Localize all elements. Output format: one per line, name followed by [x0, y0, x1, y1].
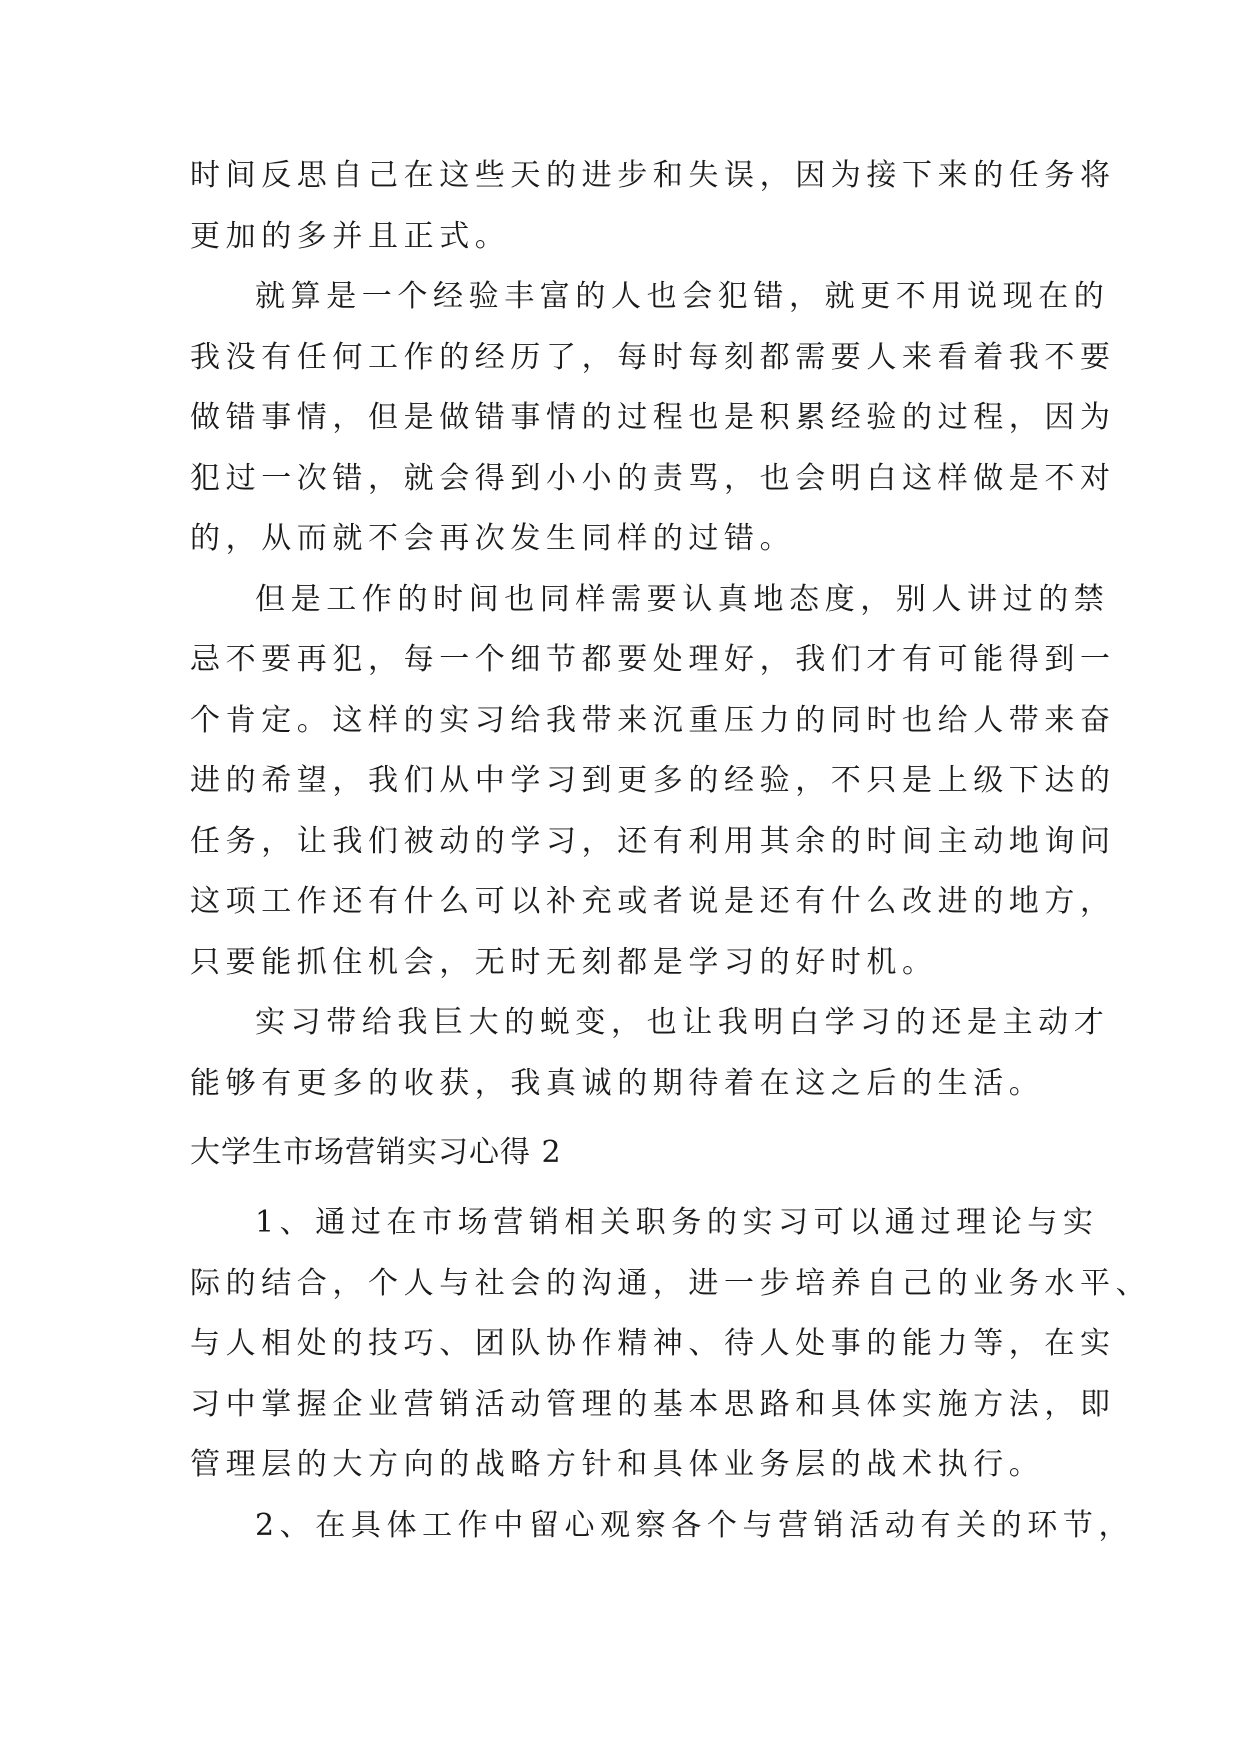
section-heading: 大学生市场营销实习心得 2 — [190, 1135, 562, 1170]
text-line: 忌不要再犯，每一个细节都要处理好，我们才有可能得到一 — [190, 642, 1116, 677]
text-line: 更加的多并且正式。 — [190, 218, 511, 254]
text-line: 进的希望，我们从中学习到更多的经验，不只是上级下达的 — [190, 763, 1116, 798]
text-line: 管理层的大方向的战略方针和具体业务层的战术执行。 — [190, 1447, 1045, 1482]
text-line: 时间反思自己在这些天的进步和失误，因为接下来的任务将 — [190, 158, 1116, 193]
text-line: 任务，让我们被动的学习，还有利用其余的时间主动地询问 — [190, 823, 1116, 859]
text-line: 个肯定。这样的实习给我带来沉重压力的同时也给人带来奋 — [190, 702, 1116, 738]
paragraph-first-line: 实习带给我巨大的蜕变，也让我明白学习的还是主动才 — [255, 1005, 1110, 1040]
paragraph-first-line: 1、通过在市场营销相关职务的实习可以通过理论与实 — [255, 1205, 1099, 1240]
text-line: 与人相处的技巧、团队协作精神、待人处事的能力等，在实 — [190, 1326, 1116, 1361]
text-line: 这项工作还有什么可以补充或者说是还有什么改进的地方， — [190, 884, 1116, 919]
paragraph-first-line: 但是工作的时间也同样需要认真地态度，别人讲过的禁 — [255, 581, 1110, 617]
paragraph-first-line: 2、在具体工作中留心观察各个与营销活动有关的环节， — [255, 1507, 1135, 1543]
text-line: 的，从而就不会再次发生同样的过错。 — [190, 521, 796, 556]
text-line: 际的结合，个人与社会的沟通，进一步培养自己的业务水平、 — [190, 1265, 1152, 1301]
text-line: 习中掌握企业营销活动管理的基本思路和具体实施方法，即 — [190, 1386, 1116, 1422]
section-1-text — [190, 146, 1116, 1114]
text-line: 能够有更多的收获，我真诚的期待着在这之后的生活。 — [190, 1065, 1045, 1101]
paragraph-first-line: 就算是一个经验丰富的人也会犯错，就更不用说现在的 — [255, 279, 1110, 314]
text-line: 只要能抓住机会，无时无刻都是学习的好时机。 — [190, 944, 938, 980]
text-line: 做错事情，但是做错事情的过程也是积累经验的过程，因为 — [190, 400, 1116, 435]
text-line: 我没有任何工作的经历了，每时每刻都需要人来看着我不要 — [190, 339, 1116, 375]
section-2-text — [190, 1193, 1152, 1556]
text-line: 犯过一次错，就会得到小小的责骂，也会明白这样做是不对 — [190, 460, 1116, 496]
